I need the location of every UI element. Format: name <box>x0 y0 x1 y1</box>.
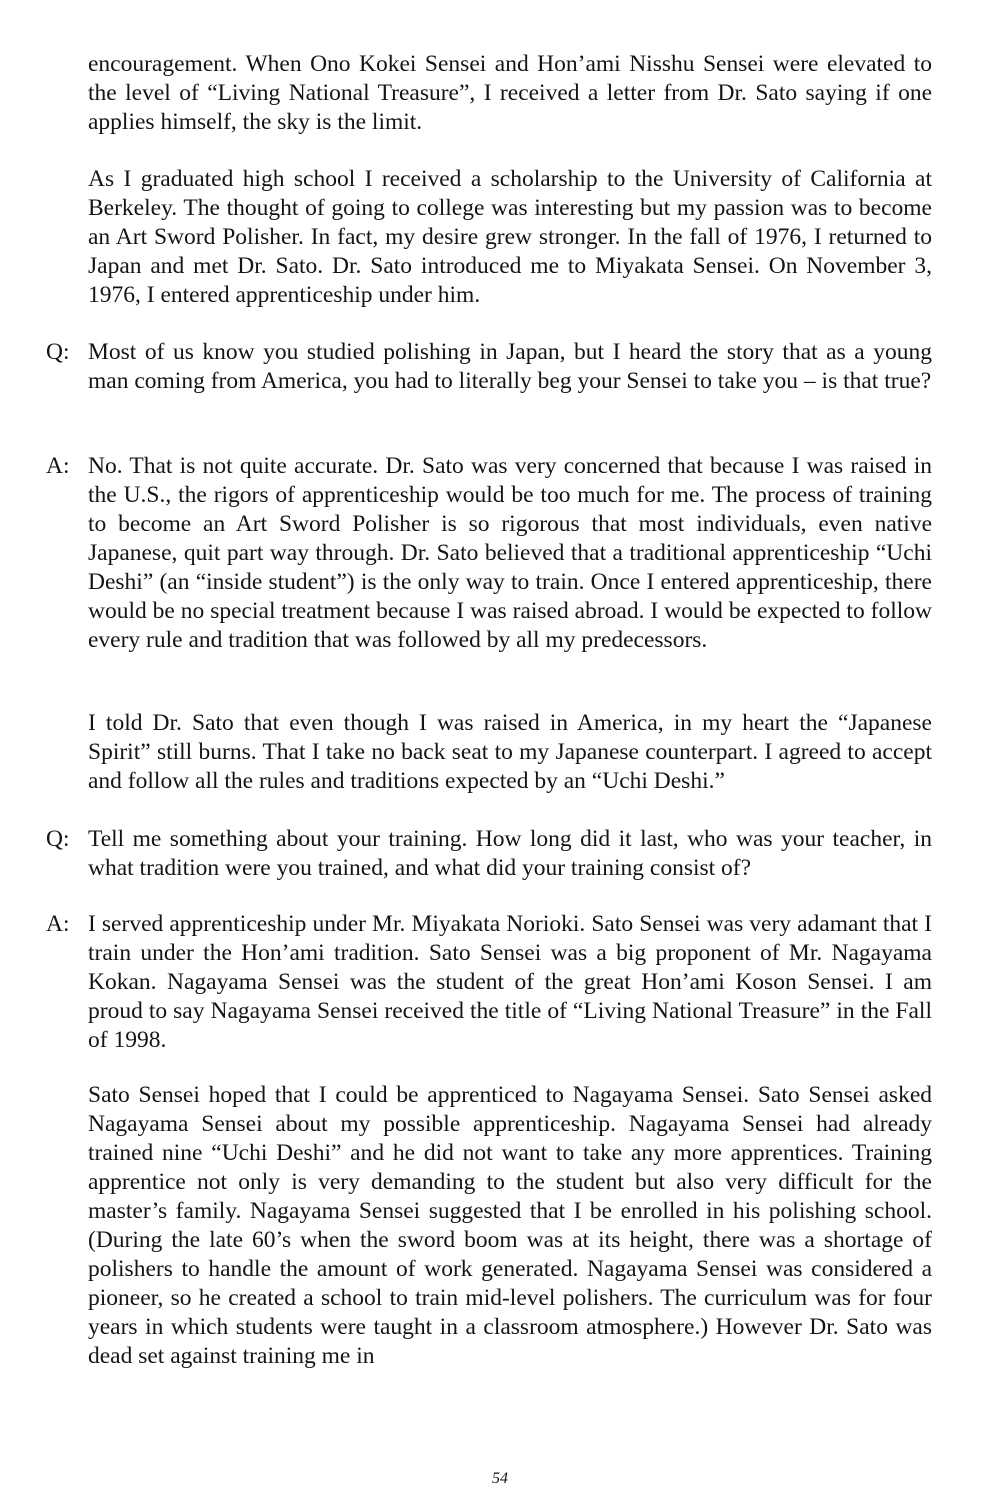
page-number: 54 <box>492 1470 508 1487</box>
answer-marker: A: <box>46 911 70 937</box>
answer-apprenticeship: I served apprenticeship under Mr. Miyakata Norioki. Sato Sensei was very adamant that I train under the Hon’ami tradition. Sato Sensei was a big proponent of Mr. Nagayama Kokan. Nagayama Sensei was the student of the great Hon’ami Koson Sensei. I am proud to say Nagayama Sensei received the title of “Living National Treasure” in the Fall of 1998. <box>88 911 932 1053</box>
answer-not-accurate: No. That is not quite accurate. Dr. Sato was very concerned that because I was raised in the U.S., the rigors of apprenticeship would be too much for me. The process of training to become an Art Sword Polisher is so rigorous that most individuals, even native Japanese, quit part way through. Dr. Sato believed that a traditional apprenticeship “Uchi Deshi” (an “inside student”) is the only way to train. Once I entered apprenticeship, there would be no special treatment because I was raised abroad. I would be expected to follow every rule and tradition that was followed by all my predecessors. <box>88 453 932 653</box>
question-marker: Q: <box>46 339 70 365</box>
question-marker: Q: <box>46 826 70 852</box>
paragraph-nagayama-school: Sato Sensei hoped that I could be apprenticed to Nagayama Sensei. Sato Sensei asked Nagayama Sensei about my possible apprenticeship. Nagayama Sensei had already trained nine “Uchi Deshi” and he did not want to take any more apprentices. Training apprentice not only is very demanding to the student but also very difficult for the master’s family. Nagayama Sensei suggested that I be enrolled in his polishing school. (During the late 60’s when the sword boom was at its height, there was a shortage of polishers to handle the amount of work generated. Nagayama Sensei was considered a pioneer, so he created a school to train mid-level polishers. The curriculum was for four years in which students were taught in a classroom atmosphere.) However Dr. Sato was dead set against training me in <box>88 1082 932 1369</box>
answer-marker: A: <box>46 453 70 479</box>
paragraph-japanese-spirit: I told Dr. Sato that even though I was raised in America, in my heart the “Japanese Spirit” still burns. That I take no back seat to my Japanese counterpart. I agreed to accept and follow all the rules and traditions expected by an “Uchi Deshi.” <box>88 710 932 794</box>
question-training: Tell me something about your training. How long did it last, who was your teacher, in what tradition were you trained, and what did your training consist of? <box>88 826 932 881</box>
paragraph-scholarship: As I graduated high school I received a scholarship to the University of California at Berkeley. The thought of going to college was interesting but my passion was to become an Art Sword Polisher. In fact, my desire grew stronger. In the fall of 1976, I returned to Japan and met Dr. Sato. Dr. Sato introduced me to Miyakata Sensei. On November 3, 1976, I entered apprenticeship under him. <box>88 166 932 308</box>
paragraph-encouragement: encouragement. When Ono Kokei Sensei and Hon’ami Nisshu Sensei were elevated to the level of “Living National Treasure”, I received a letter from Dr. Sato saying if one applies himself, the sky is the limit. <box>88 51 932 135</box>
question-beg-sensei: Most of us know you studied polishing in Japan, but I heard the story that as a young man coming from America, you had to literally beg your Sensei to take you – is that true? <box>88 339 932 394</box>
